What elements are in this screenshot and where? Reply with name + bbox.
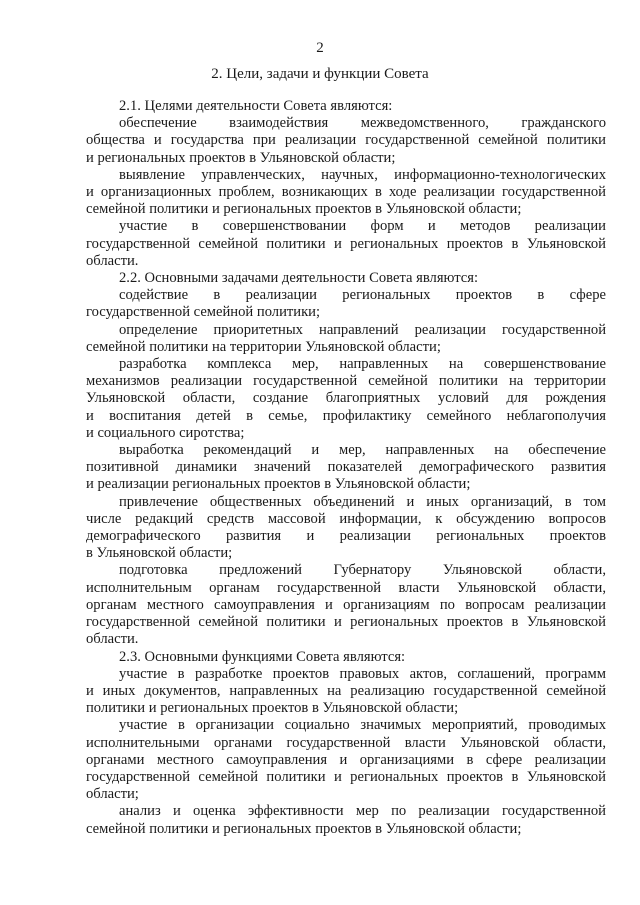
text-line: и организационных проблем, возникающих в ходе реализации государственной	[86, 184, 606, 201]
text-line: семейной политики и региональных проектов в Ульяновской области;	[86, 820, 522, 837]
text-line: числе редакций средств массовой информации, к обсуждению вопросов	[86, 510, 606, 527]
text-line: области;	[86, 786, 139, 803]
text-line: содействие в реализации региональных проектов в сфере	[119, 287, 606, 304]
text-line: демографического развития и реализации региональных проектов	[86, 528, 606, 545]
text-line: и реализации региональных проектов в Ульяновской области;	[86, 476, 471, 493]
text-line: политики и региональных проектов в Ульяновской области;	[86, 700, 459, 717]
section-title: 2. Цели, задачи и функции Совета	[211, 66, 429, 82]
text-line: исполнительным органам государственной власти Ульяновской области,	[86, 579, 606, 596]
text-line: и воспитания детей в семье, профилактику семейного неблагополучия	[86, 407, 606, 424]
text-line: органам местного самоуправления и организациям по вопросам реализации	[86, 596, 606, 613]
text-line: и иных документов, направленных на реализацию государственной семейной	[86, 682, 606, 699]
text-line: и социального сиротства;	[86, 424, 245, 441]
text-line: семейной политики и региональных проектов в Ульяновской области;	[86, 201, 522, 218]
text-line: участие в разработке проектов правовых актов, соглашений, программ	[119, 665, 606, 682]
text-line: разработка комплекса мер, направленных на совершенствование	[119, 356, 606, 373]
text-line: в Ульяновской области;	[86, 545, 233, 562]
text-line: выявление управленческих, научных, информационно-технологических	[119, 166, 606, 183]
page-number: 2	[316, 40, 324, 56]
text-line: исполнительными органами государственной власти Ульяновской области,	[86, 734, 606, 751]
text-line: государственной семейной политики и региональных проектов в Ульяновской	[86, 614, 606, 631]
text-line: подготовка предложений Губернатору Ульяновской области,	[119, 562, 606, 579]
document-body	[86, 98, 606, 838]
text-line: анализ и оценка эффективности мер по реализации государственной	[119, 803, 606, 820]
text-line: механизмов реализации государственной семейной политики на территории	[86, 373, 606, 390]
text-line: государственной семейной политики и региональных проектов в Ульяновской	[86, 768, 606, 785]
text-line: общества и государства при реализации государственной семейной политики	[86, 132, 606, 149]
text-line: государственной семейной политики;	[86, 304, 321, 321]
text-line: привлечение общественных объединений и иных организаций, в том	[119, 493, 606, 510]
text-line: государственной семейной политики и региональных проектов в Ульяновской	[86, 235, 606, 252]
text-line: органами местного самоуправления и организациями в сфере реализации	[86, 751, 606, 768]
text-line: участие в совершенствовании форм и методов реализации	[119, 218, 606, 235]
text-line: области.	[86, 631, 139, 648]
text-line: области.	[86, 252, 139, 269]
text-line: семейной политики на территории Ульяновской области;	[86, 338, 441, 355]
text-line: определение приоритетных направлений реализации государственной	[119, 321, 606, 338]
text-line: выработка рекомендаций и мер, направленных на обеспечение	[119, 442, 606, 459]
text-line: 2.1. Целями деятельности Совета являются:	[119, 98, 393, 114]
text-line: обеспечение взаимодействия межведомственного, гражданского	[119, 115, 606, 132]
text-line: участие в организации социально значимых мероприятий, проводимых	[119, 717, 606, 734]
text-line: позитивной динамики значений показателей демографического развития	[86, 459, 606, 476]
text-line: и региональных проектов в Ульяновской области;	[86, 149, 396, 166]
text-line: 2.2. Основными задачами деятельности Совета являются:	[119, 270, 479, 287]
text-line: 2.3. Основными функциями Совета являются:	[119, 648, 406, 665]
text-line: Ульяновской области, создание благоприятных условий для рождения	[86, 390, 606, 407]
